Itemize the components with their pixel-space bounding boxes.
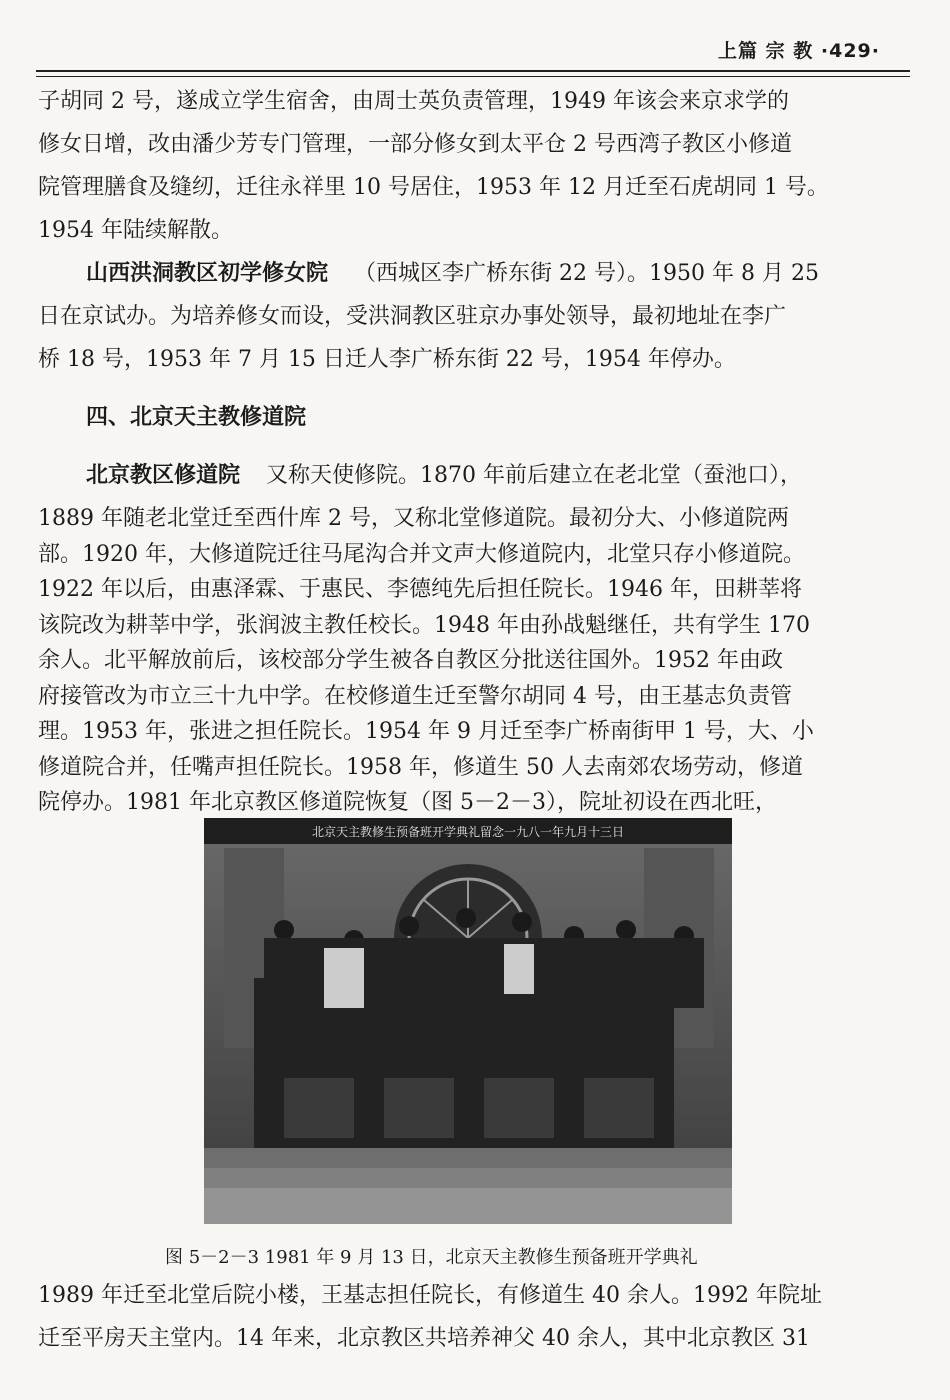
text-line: 余人。北平解放前后，该校部分学生被各自教区分批送往国外。1952 年由政 — [38, 648, 783, 673]
text-line: 迁至平房天主堂内。14 年来，北京教区共培养神父 40 余人，其中北京教区 31 — [38, 1326, 810, 1351]
text-line: 该院改为耕莘中学，张润波主教任校长。1948 年由孙战魁继任，共有学生 170 — [38, 612, 810, 638]
photo-banner-text: 北京天主教修生预备班开学典礼留念一九八一年九月十三日 — [311, 825, 625, 839]
text-line-rest: （西城区李广桥东街 22 号）。1950 年 8 月 25 — [354, 261, 819, 286]
text-line: 子胡同 2 号，遂成立学生宿舍，由周士英负责管理，1949 年该会来京求学的 — [38, 89, 789, 114]
entry-title: 山西洪洞教区初学修女院 — [86, 261, 329, 286]
group-photo — [204, 818, 732, 1224]
text-line-rest: 又称天使修院。1870 年前后建立在老北堂（蚕池口）， — [266, 463, 802, 488]
header-rule-thin — [36, 76, 910, 77]
text-line: 修女日增，改由潘少芳专门管理，一部分修女到太平仓 2 号西湾子教区小修道 — [38, 132, 792, 157]
group-photo-image — [204, 818, 732, 1224]
text-line: 1922 年以后，由惠泽霖、于惠民、李德纯先后担任院长。1946 年，田耕莘将 — [38, 577, 802, 602]
text-line: 部。1920 年，大修道院迁往马尾沟合并文声大修道院内，北堂只存小修道院。 — [38, 541, 805, 567]
text-line: 府接管改为市立三十九中学。在校修道生迁至警尔胡同 4 号，由王基志负责管 — [38, 683, 792, 709]
text-line: 1889 年随老北堂迁至西什库 2 号，又称北堂修道院。最初分大、小修道院两 — [38, 506, 789, 531]
text-line: 院管理膳食及缝纫，迁往永祥里 10 号居住，1953 年 12 月迁至石虎胡同 1 号。 — [38, 175, 829, 200]
text-line: 理。1953 年，张进之担任院长。1954 年 9 月迁至李广桥南街甲 1 号，大、小 — [38, 719, 814, 744]
running-head: 上篇 宗 教 ·429· — [718, 40, 880, 62]
entry-title: 北京教区修道院 — [86, 463, 241, 488]
text-line: 桥 18 号，1953 年 7 月 15 日迁人李广桥东街 22 号，1954 年停办。 — [38, 347, 736, 372]
text-line: 1989 年迁至北堂后院小楼，王基志担任院长，有修道生 40 余人。1992 年院址 — [38, 1283, 822, 1308]
paragraph-first-line — [86, 462, 802, 490]
figure-caption: 图 5－2－3 1981 年 9 月 13 日，北京天主教修生预备班开学典礼 — [165, 1247, 698, 1268]
text-line: 修道院合并，任嘴声担任院长。1958 年，修道生 50 人去南郊农场劳动，修道 — [38, 754, 803, 780]
header-rule — [36, 70, 910, 72]
section-heading: 四、北京天主教修道院 — [86, 405, 307, 430]
text-line: 日在京试办。为培养修女而设，受洪洞教区驻京办事处领导，最初地址在李广 — [38, 304, 787, 329]
paragraph-first-line — [86, 260, 819, 288]
text-line: 院停办。1981 年北京教区修道院恢复（图 5－2－3），院址初设在西北旺， — [38, 790, 777, 815]
text-line: 1954 年陆续解散。 — [38, 218, 233, 243]
page-header — [36, 30, 910, 76]
